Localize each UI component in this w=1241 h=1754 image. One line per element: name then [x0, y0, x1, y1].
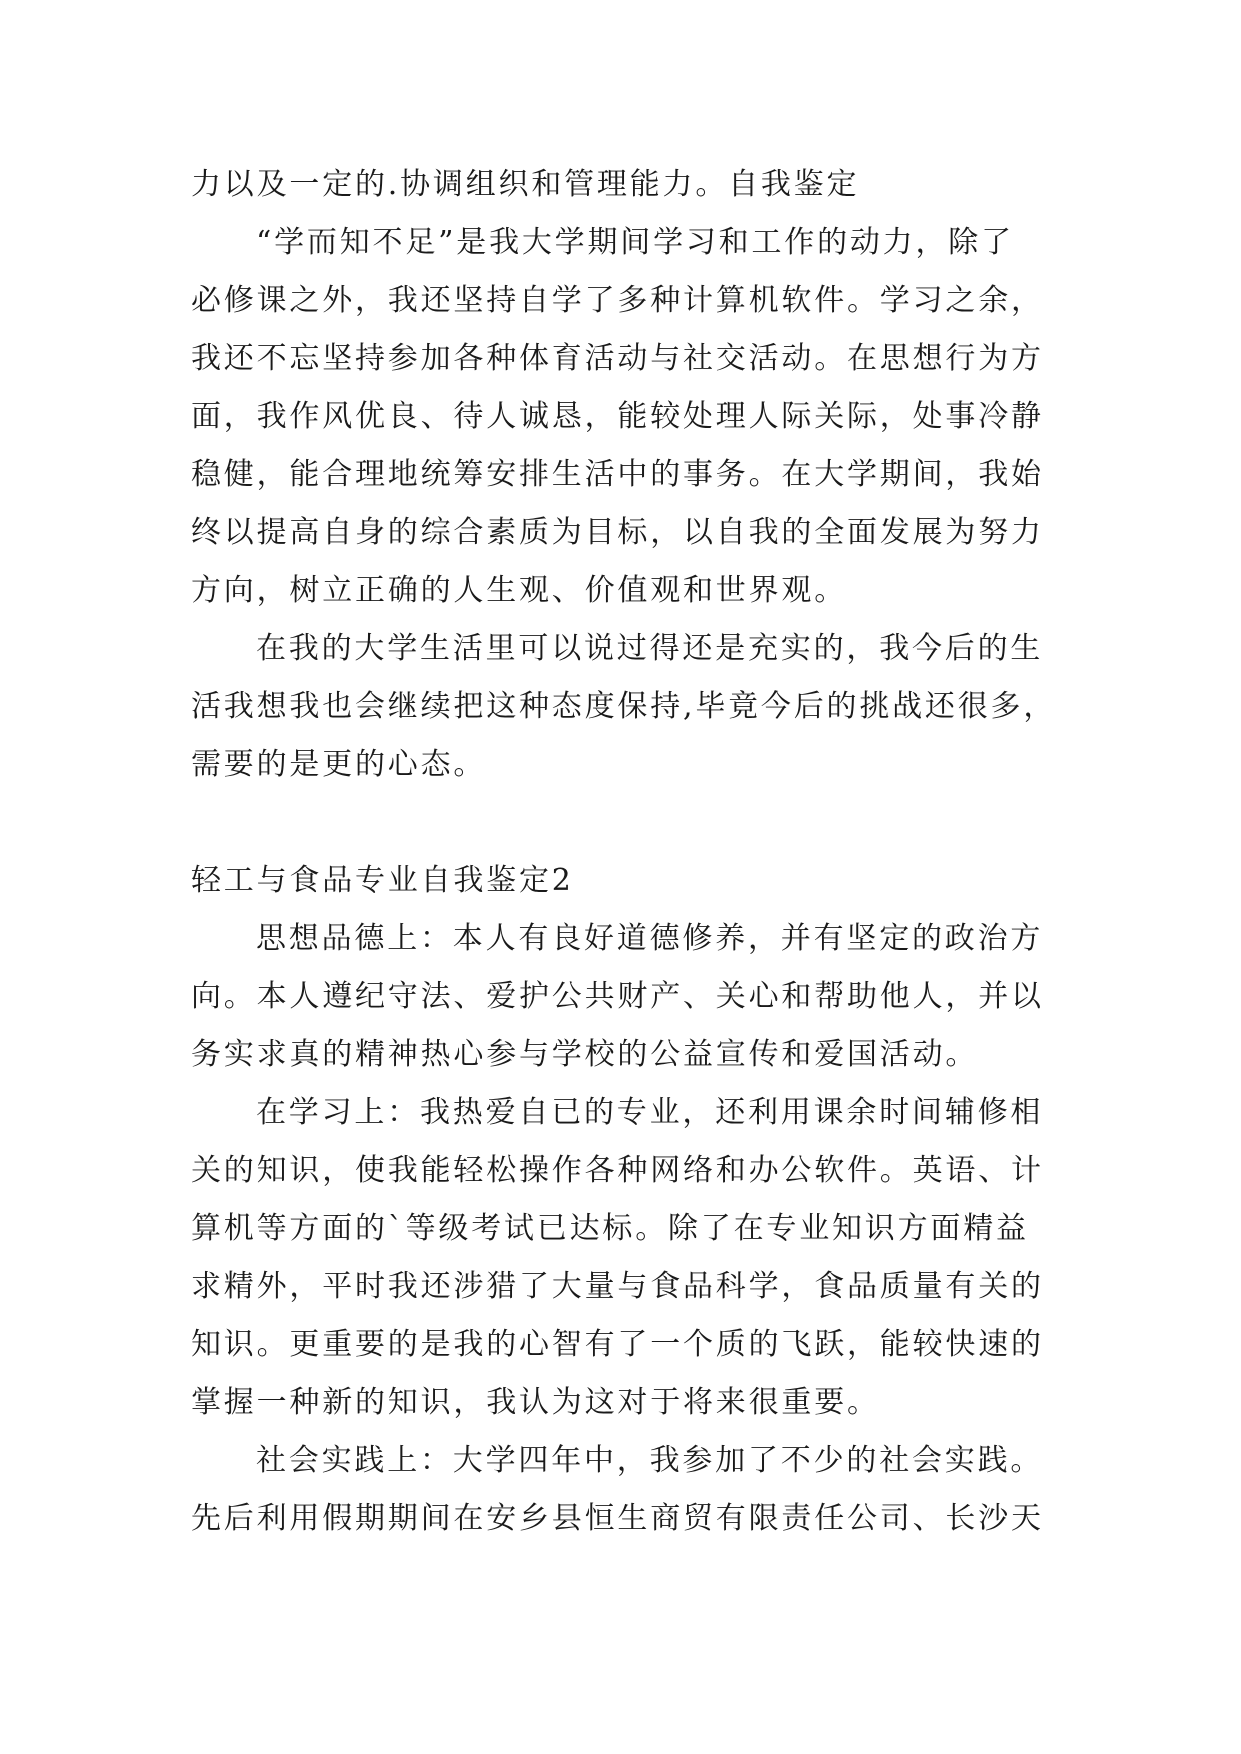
text-line: 知识。更重要的是我的心智有了一个质的飞跃，能较快速的	[191, 1327, 1044, 1362]
paragraph-first-line: 在我的大学生活里可以说过得还是充实的，我今后的生	[256, 631, 1044, 666]
paragraph-first-line: 思想品德上：本人有良好道德修养，并有坚定的政治方	[256, 921, 1044, 956]
text-line: 我还不忘坚持参加各种体育活动与社交活动。在思想行为方	[191, 341, 1044, 376]
section-heading: 轻工与食品专业自我鉴定2	[191, 863, 574, 898]
text-line: 向。本人遵纪守法、爱护公共财产、关心和帮助他人，并以	[191, 979, 1044, 1014]
text-line: 需要的是更的心态。	[191, 747, 487, 782]
paragraph-first-line: “学而知不足”是我大学期间学习和工作的动力，除了	[256, 225, 1014, 260]
paragraph-first-line: 社会实践上：大学四年中，我参加了不少的社会实践。	[256, 1443, 1044, 1478]
text-line: 必修课之外，我还坚持自学了多种计算机软件。学习之余，	[191, 283, 1044, 318]
text-line: 算机等方面的`等级考试已达标。除了在专业知识方面精益	[191, 1211, 1029, 1246]
text-line: 活我想我也会继续把这种态度保持,毕竟今后的挑战还很多，	[191, 689, 1057, 724]
text-line: 力以及一定的.协调组织和管理能力。自我鉴定	[191, 167, 860, 202]
text-line: 求精外，平时我还涉猎了大量与食品科学，食品质量有关的	[191, 1269, 1044, 1304]
text-line: 先后利用假期期间在安乡县恒生商贸有限责任公司、长沙天	[191, 1501, 1044, 1536]
text-line: 面，我作风优良、待人诚恳，能较处理人际关际，处事冷静	[191, 399, 1044, 434]
text-line: 掌握一种新的知识，我认为这对于将来很重要。	[191, 1385, 880, 1420]
text-line: 稳健，能合理地统筹安排生活中的事务。在大学期间，我始	[191, 457, 1044, 492]
paragraph-first-line: 在学习上：我热爱自已的专业，还利用课余时间辅修相	[256, 1095, 1044, 1130]
text-line: 终以提高自身的综合素质为目标，以自我的全面发展为努力	[191, 515, 1044, 550]
text-line: 关的知识，使我能轻松操作各种网络和办公软件。英语、计	[191, 1153, 1044, 1188]
text-line: 务实求真的精神热心参与学校的公益宣传和爱国活动。	[191, 1037, 979, 1072]
text-line: 方向，树立正确的人生观、价值观和世界观。	[191, 573, 847, 608]
